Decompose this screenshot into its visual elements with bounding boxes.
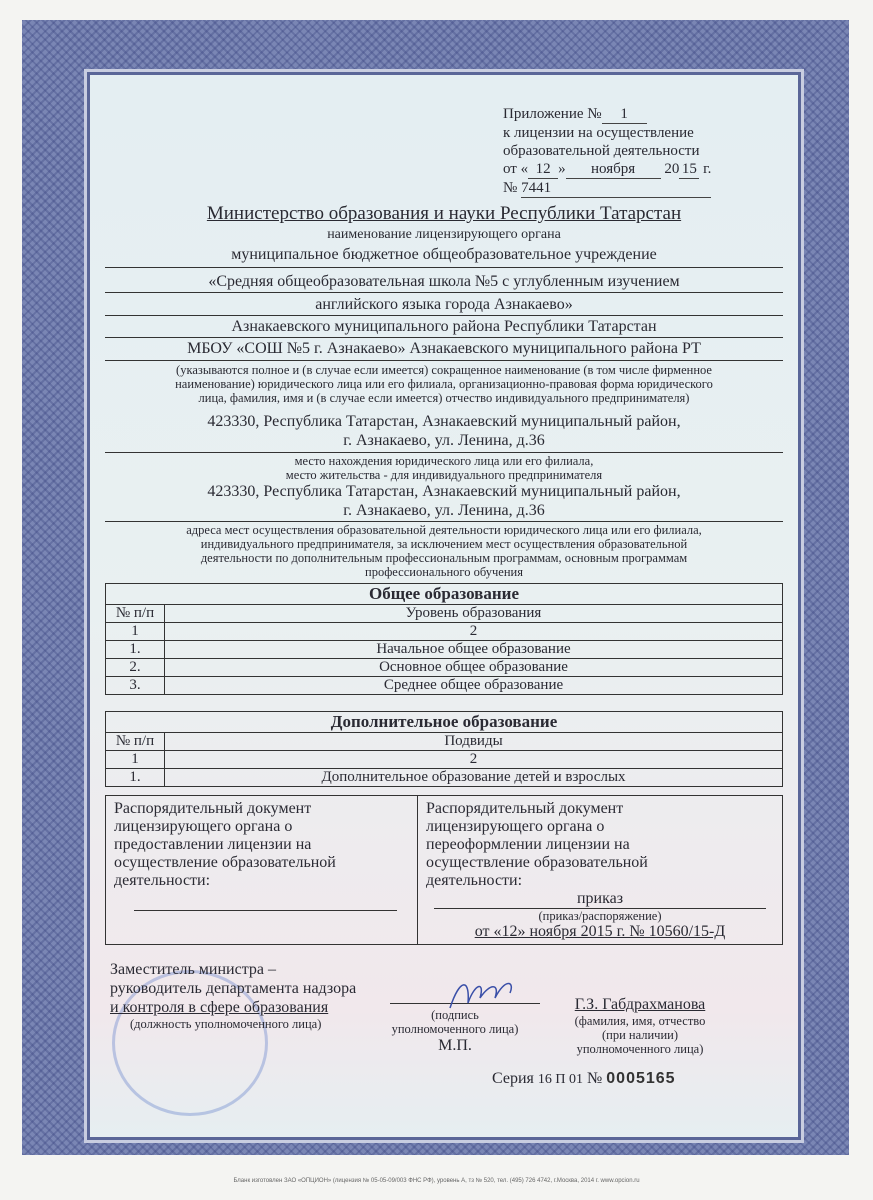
- signatory-name-block: [555, 995, 725, 1056]
- seal-place: М.П.: [438, 1037, 472, 1054]
- position-line: Заместитель министра –: [110, 961, 276, 978]
- box-line: предоставлении лицензии на: [114, 836, 312, 853]
- position-line: и контроля в сфере образования: [110, 999, 329, 1016]
- signature-caption: (подпись: [431, 1008, 479, 1022]
- box-line: лицензирующего органа о: [114, 818, 293, 835]
- signatory-position: [110, 960, 356, 1031]
- table-row: [106, 769, 783, 787]
- box-line: деятельности:: [114, 872, 211, 889]
- signature-block: [360, 1003, 550, 1055]
- no-label: №: [503, 180, 518, 196]
- table-row: [106, 659, 783, 677]
- order-reference: от «12» ноября 2015 г. № 10560/15-Д: [474, 923, 726, 940]
- row-value: Начальное общее образование: [165, 641, 783, 659]
- table-title: Общее образование: [106, 584, 783, 605]
- series-no-label: №: [587, 1070, 603, 1087]
- org-name-line: «Средняя общеобразовательная школа №5 с углубленным изучением: [208, 273, 680, 290]
- form-series: [492, 1070, 676, 1088]
- annex-header: [503, 105, 711, 198]
- annex-number: 1: [602, 105, 647, 124]
- additional-education-table: [105, 711, 783, 787]
- signature-icon: [440, 973, 520, 1013]
- caption-line: лица, фамилия, имя и (в случае если имеется) отчество индивидуального предпринимателя): [198, 391, 690, 405]
- column-header: Подвиды: [165, 733, 783, 751]
- year-suffix: г.: [703, 161, 712, 177]
- box-line: осуществление образовательной: [426, 854, 648, 871]
- box-line: лицензирующего органа о: [426, 818, 605, 835]
- box-line: осуществление образовательной: [114, 854, 336, 871]
- signatory-name: Г.З. Габдрахманова: [574, 996, 706, 1013]
- annex-label: Приложение №: [503, 106, 602, 122]
- position-line: руководитель департамента надзора: [110, 980, 357, 997]
- address-line: г. Азнакаево, ул. Ленина, д.36: [343, 432, 545, 449]
- table-row: [106, 677, 783, 695]
- address-line: 423330, Республика Татарстан, Азнакаевский муниципальный район,: [207, 413, 681, 430]
- date-prefix: от «: [503, 161, 529, 177]
- caption-line: адреса мест осуществления образовательной деятельности юридического лица или его филиала,: [186, 523, 702, 537]
- blank-line: [134, 910, 397, 911]
- box-line: Распорядительный документ: [426, 800, 624, 817]
- address-line: 423330, Республика Татарстан, Азнакаевский муниципальный район,: [207, 483, 681, 500]
- address-line: г. Азнакаево, ул. Ленина, д.36: [343, 502, 545, 519]
- annex-day: 12: [528, 160, 558, 179]
- row-value: Основное общее образование: [165, 659, 783, 677]
- position-caption: (должность уполномоченного лица): [130, 1017, 322, 1031]
- row-number: 2.: [106, 659, 165, 677]
- org-name-line: Азнакаевского муниципального района Республики Татарстан: [231, 318, 657, 335]
- document-type-caption: (приказ/распоряжение): [538, 909, 662, 923]
- row-number: 1.: [106, 769, 165, 787]
- grant-document-box: [105, 795, 418, 945]
- org-caption: [105, 363, 783, 405]
- document-type: приказ: [434, 890, 766, 909]
- annex-line: к лицензии на осуществление: [503, 125, 694, 141]
- printer-footer: Бланк изготовлен ЗАО «ОПЦИОН» (лицензия № 05-05-09/003 ФНС РФ), уровень А, тз № 520, тел. (495) 726 4742, г.Москва, 2014 г. www.opcion.ru: [233, 1178, 640, 1184]
- caption-line: деятельности по дополнительным профессиональным программам, основным программам: [200, 551, 688, 565]
- series-value: 16 П 01: [537, 1072, 584, 1087]
- column-header: Уровень образования: [165, 605, 783, 623]
- column-header: № п/п: [106, 733, 165, 751]
- column-header: № п/п: [106, 605, 165, 623]
- caption-line: индивидуального предпринимателя, за исключением мест осуществления образовательной: [200, 537, 688, 551]
- column-index: 1: [106, 623, 165, 641]
- column-index: 1: [106, 751, 165, 769]
- row-number: 1.: [106, 641, 165, 659]
- row-value: Дополнительное образование детей и взрослых: [165, 769, 783, 787]
- caption-line: место жительства - для индивидуального предпринимателя: [285, 468, 603, 482]
- activity-caption: [105, 523, 783, 579]
- caption-line: место нахождения юридического лица или его филиала,: [294, 454, 594, 468]
- series-label: Серия: [492, 1070, 534, 1087]
- licensing-authority: Министерство образования и науки Республики Татарстан: [206, 203, 682, 224]
- table-title: Дополнительное образование: [106, 712, 783, 733]
- column-index: 2: [165, 623, 783, 641]
- name-caption: (при наличии): [601, 1028, 679, 1042]
- row-number: 3.: [106, 677, 165, 695]
- caption-line: (указываются полное и (в случае если имеется) сокращенное наименование (в том числе фирменное: [176, 363, 712, 377]
- general-education-table: [105, 583, 783, 695]
- date-mid: »: [558, 161, 566, 177]
- year-prefix: 20: [664, 161, 680, 177]
- caption-line: профессионального обучения: [365, 565, 523, 579]
- authority-caption: наименование лицензирующего органа: [327, 227, 561, 242]
- column-index: 2: [165, 751, 783, 769]
- name-caption: уполномоченного лица): [576, 1042, 704, 1056]
- org-name-line: английского языка города Азнакаево»: [315, 296, 573, 313]
- annex-year: 15: [679, 160, 699, 179]
- annex-month: ноября: [566, 160, 661, 179]
- org-name-line: муниципальное бюджетное общеобразовательное учреждение: [231, 246, 657, 263]
- annex-line: образовательной деятельности: [503, 143, 700, 159]
- location-caption: [105, 454, 783, 482]
- form-number: 0005165: [606, 1070, 676, 1087]
- box-line: Распорядительный документ: [114, 800, 312, 817]
- box-line: деятельности:: [426, 872, 523, 889]
- org-short-name: МБОУ «СОШ №5 г. Азнакаево» Азнакаевского муниципального района РТ: [187, 340, 701, 357]
- box-line: переоформлении лицензии на: [426, 836, 630, 853]
- license-number: 7441: [521, 179, 711, 198]
- location-address: [105, 412, 783, 450]
- name-caption: (фамилия, имя, отчество: [574, 1014, 706, 1028]
- caption-line: наименование) юридического лица или его филиала, организационно-правовая форма юридического: [175, 377, 713, 391]
- table-row: [106, 641, 783, 659]
- reissue-document-box: [417, 795, 783, 945]
- activity-address: [105, 482, 783, 520]
- row-value: Среднее общее образование: [165, 677, 783, 695]
- signature-caption: уполномоченного лица): [391, 1022, 519, 1036]
